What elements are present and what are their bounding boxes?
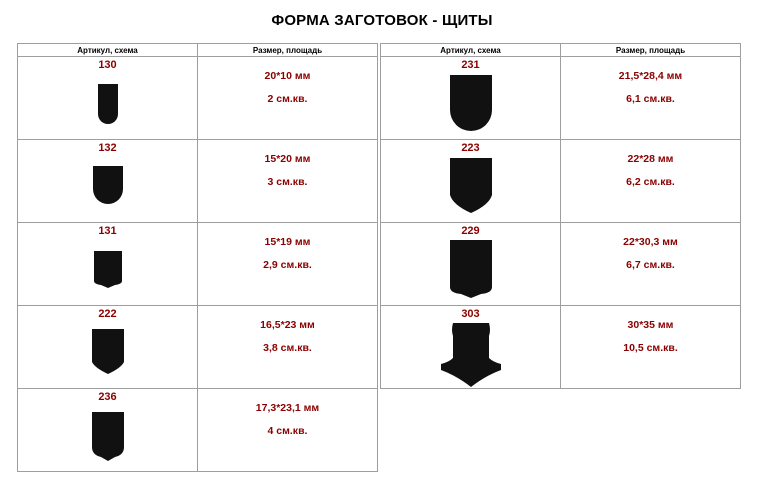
area-value: 3,8 см.кв. <box>263 342 312 354</box>
area-value: 3 см.кв. <box>267 176 308 188</box>
shield-shape-131 <box>93 250 123 290</box>
shield-shape-231 <box>449 74 493 132</box>
article-cell <box>18 389 198 472</box>
size-value: 15*20 мм <box>264 153 311 165</box>
area-value: 2 см.кв. <box>267 93 308 105</box>
table-row <box>381 140 741 223</box>
shields-table-right <box>380 43 741 389</box>
shields-table-left <box>17 43 378 472</box>
article-code: 303 <box>461 308 480 320</box>
shield-shape-236 <box>91 411 125 463</box>
size-cell <box>561 306 741 389</box>
article-cell <box>381 140 561 223</box>
size-value: 22*28 мм <box>627 153 674 165</box>
shield-shape-223 <box>449 157 493 215</box>
shield-shape-132 <box>92 165 124 205</box>
article-cell <box>381 57 561 140</box>
size-value: 30*35 мм <box>627 319 674 331</box>
table-row <box>18 223 378 306</box>
size-value: 17,3*23,1 мм <box>255 402 320 414</box>
size-cell <box>198 223 378 306</box>
article-cell <box>381 223 561 306</box>
article-cell <box>18 306 198 389</box>
size-value: 15*19 мм <box>264 236 311 248</box>
header-size: Размер, площадь <box>561 44 741 57</box>
article-cell <box>18 140 198 223</box>
shield-shape-303 <box>439 322 503 388</box>
area-value: 6,7 см.кв. <box>626 259 675 271</box>
table-header-row <box>381 44 741 57</box>
area-value: 6,2 см.кв. <box>626 176 675 188</box>
article-cell <box>381 306 561 389</box>
area-value: 2,9 см.кв. <box>263 259 312 271</box>
size-cell <box>198 306 378 389</box>
shield-shape-222 <box>91 328 125 376</box>
header-article: Артикул, схема <box>18 44 198 57</box>
header-article: Артикул, схема <box>381 44 561 57</box>
table-row <box>18 306 378 389</box>
article-cell <box>18 57 198 140</box>
size-cell <box>198 57 378 140</box>
article-code: 231 <box>461 59 480 71</box>
table-row <box>18 57 378 140</box>
table-row <box>381 223 741 306</box>
size-value: 21,5*28,4 мм <box>618 70 683 82</box>
article-cell <box>18 223 198 306</box>
size-cell <box>198 389 378 472</box>
size-cell <box>561 223 741 306</box>
shield-shape-130 <box>97 83 119 125</box>
size-cell <box>561 140 741 223</box>
article-code: 222 <box>98 308 117 320</box>
page-title: ФОРМА ЗАГОТОВОК - ЩИТЫ <box>271 12 493 29</box>
article-code: 223 <box>461 142 480 154</box>
table-header-row <box>18 44 378 57</box>
size-value: 20*10 мм <box>264 70 311 82</box>
article-code: 131 <box>98 225 117 237</box>
size-cell <box>198 140 378 223</box>
area-value: 10,5 см.кв. <box>623 342 678 354</box>
shield-shape-229 <box>449 239 493 299</box>
article-code: 130 <box>98 59 117 71</box>
article-code: 229 <box>461 225 480 237</box>
area-value: 4 см.кв. <box>267 425 308 437</box>
size-value: 16,5*23 мм <box>260 319 315 331</box>
article-code: 236 <box>98 391 117 403</box>
table-row <box>381 306 741 389</box>
article-code: 132 <box>98 142 117 154</box>
table-row <box>18 389 378 472</box>
header-size: Размер, площадь <box>198 44 378 57</box>
table-row <box>381 57 741 140</box>
size-value: 22*30,3 мм <box>623 236 678 248</box>
area-value: 6,1 см.кв. <box>626 93 675 105</box>
table-row <box>18 140 378 223</box>
size-cell <box>561 57 741 140</box>
